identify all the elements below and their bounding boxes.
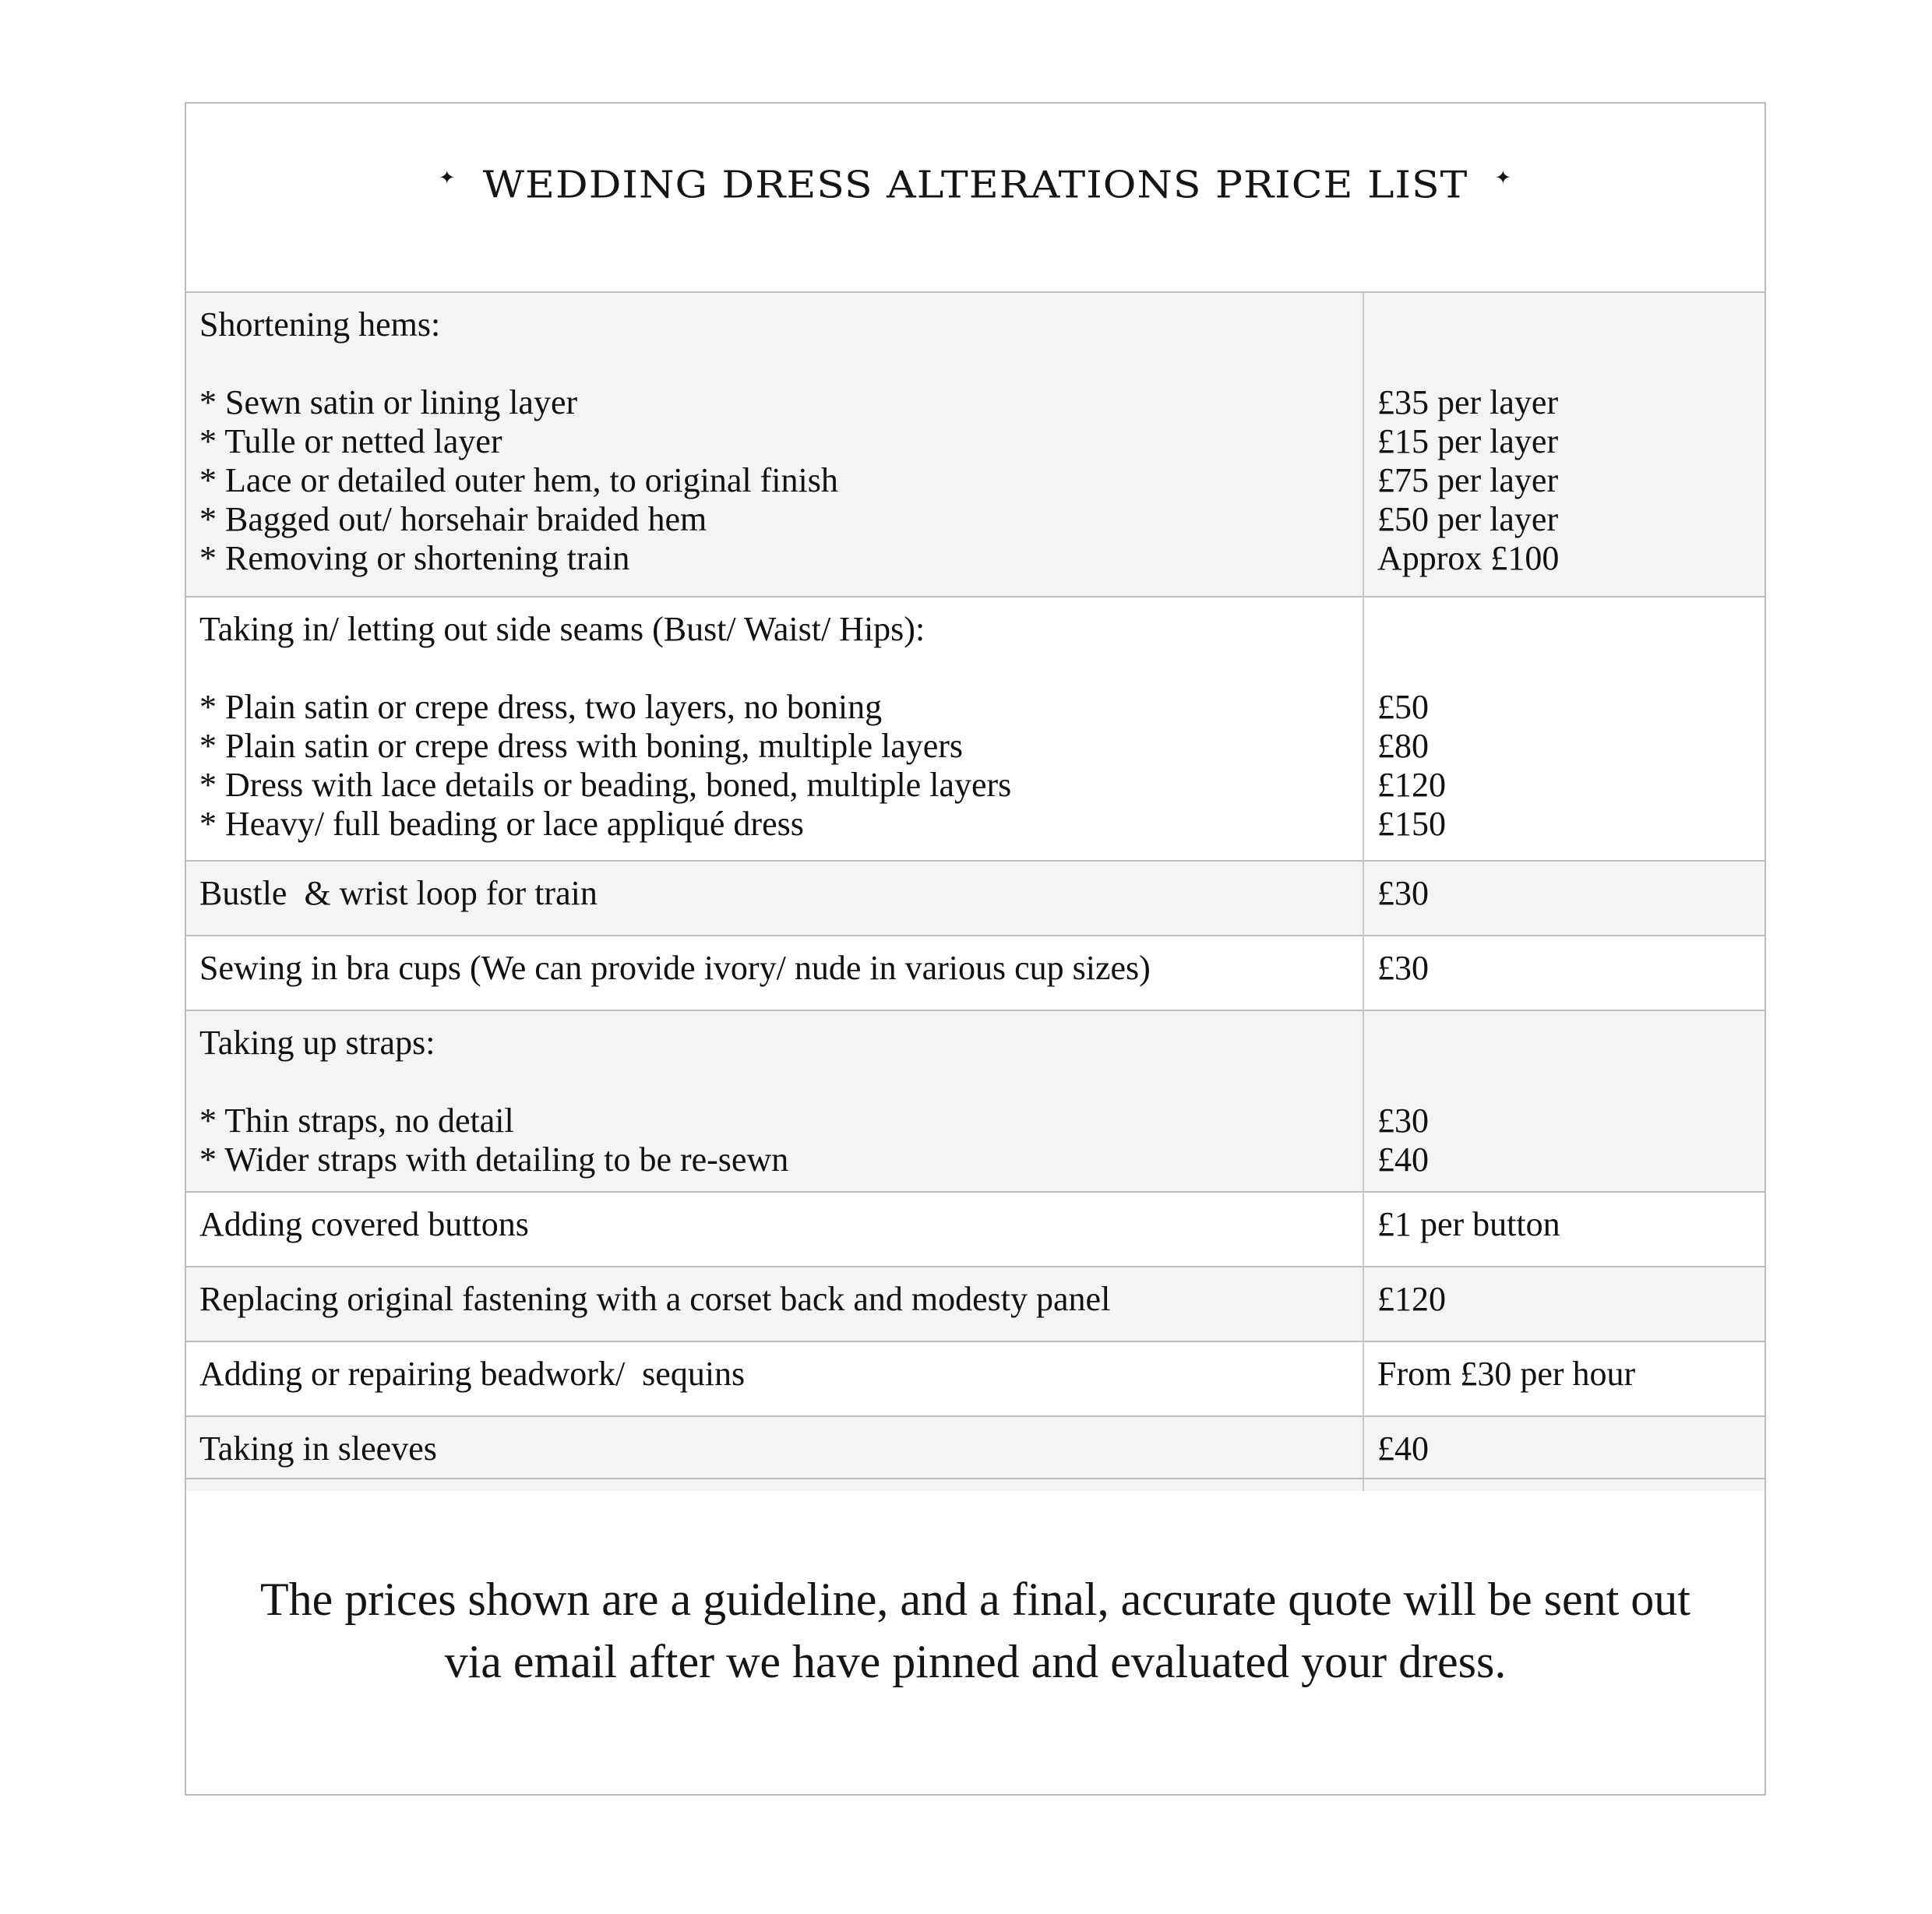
service-cell — [186, 1010, 1363, 1192]
service-label: Adding or repairing beadwork/ sequins — [199, 1355, 746, 1393]
service-cell — [186, 1192, 1363, 1267]
price-cell — [1363, 597, 1765, 861]
price-value: £30 — [1377, 1102, 1429, 1140]
service-cell — [186, 597, 1363, 861]
price-list-sheet — [185, 102, 1766, 1796]
price-value: £15 per layer — [1377, 422, 1559, 460]
table-row — [186, 861, 1765, 936]
service-heading: Taking up straps: — [199, 1024, 435, 1062]
service-item: * Thin straps, no detail — [199, 1102, 514, 1140]
price-value: £35 per layer — [1377, 383, 1559, 421]
price-value: £120 — [1377, 766, 1446, 804]
price-value: £50 — [1377, 688, 1429, 726]
service-item: * Removing or shortening train — [199, 539, 630, 577]
price-value: £1 per button — [1377, 1205, 1560, 1243]
table-row — [186, 1192, 1765, 1267]
price-cell — [1363, 1192, 1765, 1267]
sparkle-star-icon: ✦ — [1494, 167, 1513, 189]
price-cell — [1363, 861, 1765, 936]
price-value: Approx £100 — [1377, 539, 1560, 577]
service-cell — [186, 1267, 1363, 1341]
title-text: WEDDING DRESS ALTERATIONS PRICE LIST — [482, 164, 1468, 207]
service-item: * Bagged out/ horsehair braided hem — [199, 500, 707, 538]
service-label: Adding covered buttons — [199, 1205, 529, 1243]
price-value: From £30 per hour — [1377, 1355, 1636, 1393]
price-cell — [1363, 1267, 1765, 1341]
service-item: * Sewn satin or lining layer — [199, 383, 578, 421]
table-row — [186, 292, 1765, 597]
price-value: £150 — [1377, 805, 1446, 843]
service-item: * Plain satin or crepe dress, two layers, no boning — [199, 688, 883, 726]
table-row — [186, 597, 1765, 861]
service-item: * Plain satin or crepe dress with boning, multiple layers — [199, 727, 964, 765]
price-cell — [1363, 292, 1765, 597]
service-cell — [186, 1341, 1363, 1416]
price-cell — [1363, 1010, 1765, 1192]
price-value: £40 — [1377, 1140, 1429, 1179]
service-heading: Shortening hems: — [199, 305, 441, 344]
price-value: £50 per layer — [1377, 500, 1559, 538]
price-table — [186, 291, 1765, 1491]
table-row — [186, 1010, 1765, 1192]
page-title — [439, 164, 1512, 206]
service-cell — [186, 861, 1363, 936]
sparkle-star-icon: ✦ — [438, 167, 457, 189]
service-cell — [186, 936, 1363, 1010]
disclaimer-note: The prices shown are a guideline, and a final, accurate quote will be sent out via email after we have pinned and evaluated your dress. — [260, 1574, 1690, 1687]
service-item: * Dress with lace details or beading, boned, multiple layers — [199, 766, 1012, 804]
service-heading: Taking in/ letting out side seams (Bust/ Waist/ Hips): — [199, 610, 925, 648]
table-row — [186, 936, 1765, 1010]
service-item: * Wider straps with detailing to be re-sewn — [199, 1140, 789, 1179]
service-label: Taking in sleeves — [199, 1429, 437, 1468]
table-row — [186, 1267, 1765, 1341]
price-cell — [1363, 1341, 1765, 1416]
service-item: * Lace or detailed outer hem, to original finish — [199, 461, 838, 499]
footer-note-section — [186, 1478, 1765, 1797]
price-value: £80 — [1377, 727, 1429, 765]
price-value: £30 — [1377, 949, 1429, 987]
price-value: £120 — [1377, 1280, 1446, 1318]
service-item: * Heavy/ full beading or lace appliqué dress — [199, 805, 804, 843]
service-label: Sewing in bra cups (We can provide ivory/ nude in various cup sizes) — [199, 949, 1151, 987]
price-value: £40 — [1377, 1429, 1429, 1468]
price-value: £75 per layer — [1377, 461, 1559, 499]
service-cell — [186, 292, 1363, 597]
price-value: £30 — [1377, 874, 1429, 912]
service-label: Replacing original fastening with a corset back and modesty panel — [199, 1280, 1111, 1318]
service-label: Bustle & wrist loop for train — [199, 874, 598, 912]
price-cell — [1363, 936, 1765, 1010]
header — [186, 104, 1765, 291]
service-item: * Tulle or netted layer — [199, 422, 502, 460]
table-row — [186, 1341, 1765, 1416]
